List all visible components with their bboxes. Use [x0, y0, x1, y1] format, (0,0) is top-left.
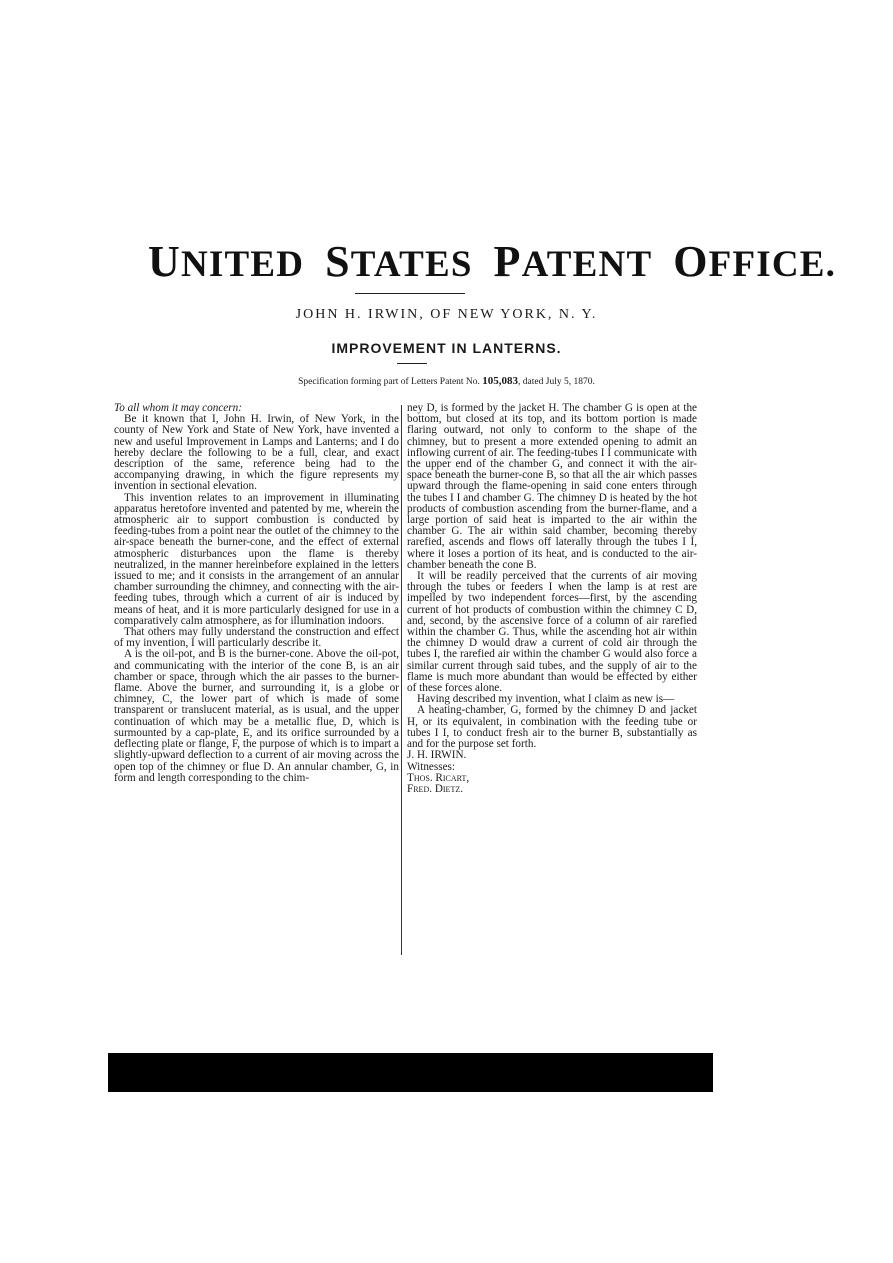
patent-number: 105,083 [482, 375, 519, 387]
office-title [148, 236, 837, 287]
title-word: ATENT [521, 244, 653, 285]
paragraph: Be it known that I, John H. Irwin, of New York, in the county of New York and State of New York, have invented a new and useful Improvement in Lamps and Lanterns; and I do hereby declare the following to be a full, clear, and exact description of the same, reference being had to the accompanying drawing, in which the figure represents my invention in sectional elevation. [114, 413, 399, 493]
witness-name: Fred. Dietz. [407, 782, 464, 795]
inventor-line: JOHN H. IRWIN, OF NEW YORK, N. Y. [295, 307, 598, 322]
paragraph: A is the oil-pot, and B is the burner-cone. Above the oil-pot, and communicating with the interior of the cone B, is an air chamber or space, through which the air passes to the burner-flame. Above the burner, and surrounding it, is a globe or chimney, C, the lower part of which is made of some transparent or translucent material, as is usual, and the upper continuation of which may be a metallic flue, D, which is surmounted by a cap-plate, E, and its orifice surrounded by a deflecting plate or flange, F, the purpose of which is to impart a slightly-upward deflection to a current of air moving across the open top of the chimney or flue D. An annular chamber, G, in form and length corresponding to the chim- [114, 648, 399, 784]
title-word: NITED [180, 244, 305, 285]
paragraph: ney D, is formed by the jacket H. The chamber G is open at the bottom, but closed at its top, and its bottom portion is made flaring outward, not only to conform to the shape of the chimney, but to present a more extended opening to admit an inflowing current of air. The feeding-tubes I I communicate with the upper end of the chamber G, and connect it with the air-space beneath the burner-cone B, so that all the air which passes upward through the flame-opening in said cone enters through the tubes I I and chamber G. The chimney D is heated by the hot products of combustion ascending from the burner-flame, and a large portion of said heat is imparted to the air within the chamber G. The air within said chamber, becoming thereby rarefied, ascends and flows off laterally through the tubes I I, where it loses a portion of its heat, and is conducted to the air-chamber beneath the cone B. [407, 402, 697, 571]
invention-rule [397, 363, 427, 364]
column-divider [401, 405, 402, 955]
title-word: FFICE. [708, 244, 837, 285]
title-initial: U [148, 237, 181, 286]
right-column [407, 403, 697, 795]
title-initial: S [325, 237, 351, 286]
witness-name: Thos. Ricart, [407, 771, 470, 784]
salutation: To all whom it may concern: [114, 402, 242, 414]
specification-line [0, 375, 893, 387]
invention-title: IMPROVEMENT IN LANTERNS. [331, 340, 562, 356]
scan-border [108, 1053, 713, 1092]
witnesses-label: Witnesses: [407, 760, 456, 773]
title-rule [355, 293, 465, 294]
title-initial: P [493, 237, 522, 286]
paragraph: That others may fully understand the construction and effect of my invention, I will particularly describe it. [114, 626, 399, 650]
title-word: TATES [350, 244, 473, 285]
spec-date: , dated July 5, 1870. [518, 377, 595, 387]
claim: A heating-chamber, G, formed by the chimney D and jacket H, or its equivalent, in combination with the feeding tube or tubes I I, to conduct fresh air to the burner B, substantially as and for the purpose set forth. [407, 704, 697, 751]
spec-prefix: Specification forming part of Letters Patent No. [298, 377, 480, 387]
paragraph: Having described my invention, what I claim as new is— [417, 693, 675, 706]
title-initial: O [673, 237, 709, 286]
paragraph: It will be readily perceived that the currents of air moving through the tubes or feeders I when the lamp is at rest are impelled by two independent forces—first, by the ascending current of hot products of combustion within the chimney C D, and, second, by the ascensive force of a column of air rarefied within the chamber G. Thus, while the ascending hot air within the chimney D would draw a current of cold air through the tubes I, the rarefied air within the chamber G would also force a similar current through said tubes, and the supply of air to the flame is much more abundant than would be effected by either of these forces alone. [407, 570, 697, 695]
left-column [114, 403, 399, 784]
signature: J. H. IRWIN. [407, 749, 467, 762]
paragraph: This invention relates to an improvement in illuminating apparatus heretofore invented and patented by me, wherein the atmospheric air to support combustion is conducted by feeding-tubes from a point near the outlet of the chimney to the air-space beneath the burner-cone, and the effect of external atmospheric disturbances upon the flame is thereby neutralized, in the manner hereinbefore explained in the letters issued to me; and it consists in the arrangement of an annular chamber surrounding the chimney, and connecting with the air-feeding tubes, through which a current of air is induced by means of heat, and it is more particularly designed for use in a comparatively calm atmosphere, as for illumination indoors. [114, 491, 399, 627]
